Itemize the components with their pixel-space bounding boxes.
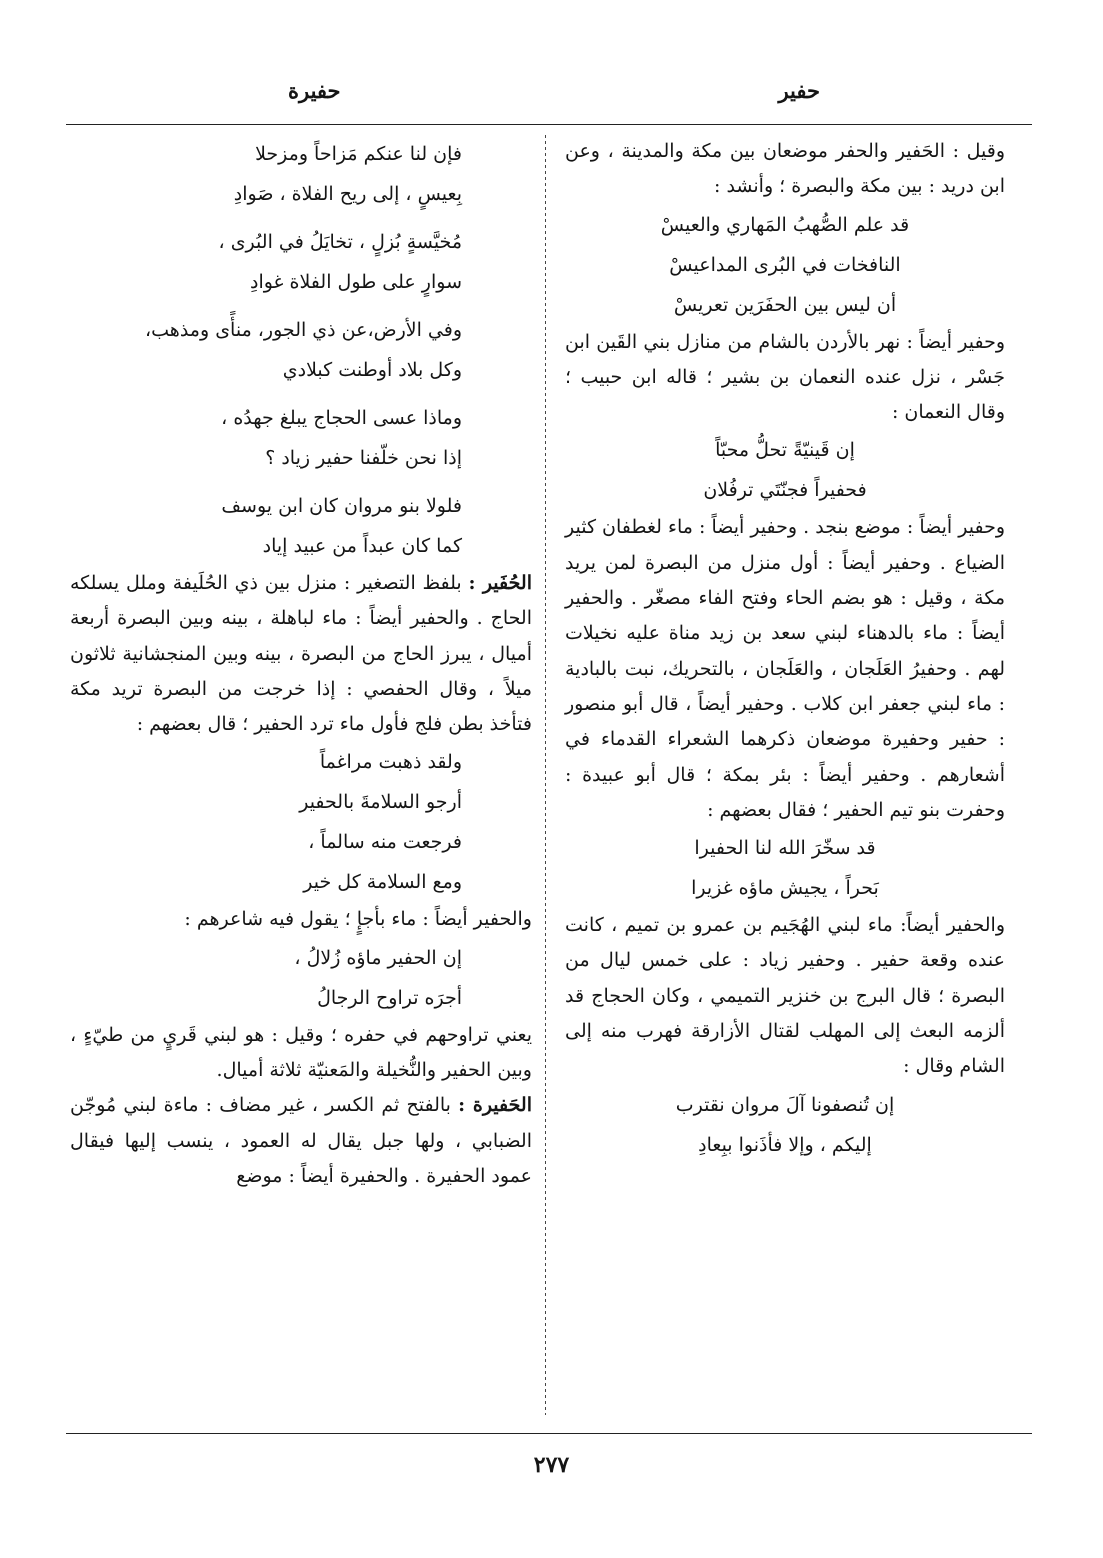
column-divider bbox=[545, 135, 546, 1415]
verse-line: فإن لنا عنكم مَزاحاً ومزحلا bbox=[255, 143, 462, 165]
entry-text: بالفتح ثم الكسر ، غير مضاف : ماءة لبني مُوجّن الضبابي ، ولها جبل يقال له العمود ، ينسب إليها فيقال عمود الحفيرة . والحفيرة أيضاً : موضع bbox=[70, 1094, 532, 1187]
verse-line: أرجو السلامةَ بالحفير bbox=[299, 791, 462, 814]
header-left-title: حفيرة bbox=[288, 78, 341, 103]
poem bbox=[70, 938, 532, 1018]
entry-paragraph: وحفير أيضاً : موضع بنجد . وحفير أيضاً : ماء لغطفان كثير الضياع . وحفير أيضاً : أول منزل من البصرة لمن يريد مكة ، وقيل : هو بضم الحاء وفتح الفاء مصغّر . والحفير أيضاً : ماء بالدهناء لبني سعد بن زيد مناة عليه نخيلات لهم . وحفيرُ العَلَجان ، والعَلَجان ، بالتحريك، نبت بالبادية : ماء لبني جعفر ابن كلاب . وحفير أيضاً ، قال أبو منصور : حفير وحفيرة موضعان ذكرهما الشعراء القدماء في أشعارهم . وحفير أيضاً : بئر بمكة ؛ قال أبو عبيدة : وحفرت بنو تيم الحفير ؛ فقال بعضهم : bbox=[565, 516, 1005, 821]
verse-line: فرجعت منه سالماً ، bbox=[308, 831, 462, 854]
verse-line: أن ليس بين الحفَرَين تعريسْ bbox=[673, 293, 897, 316]
verse-line: إذا نحن خلّفنا حفير زياد ؟ bbox=[265, 447, 462, 469]
right-column bbox=[565, 134, 1005, 1165]
verse-line: فلولا بنو مروان كان ابن يوسف bbox=[221, 495, 462, 517]
left-column bbox=[70, 134, 532, 1194]
verse-line: إن قَينيّةً تحلُّ محبّاً bbox=[715, 439, 855, 462]
verse-line: قد علم الصُّهبُ المَهاري والعيسْ bbox=[660, 213, 910, 236]
verse-line: بَحراً ، يجيش ماؤه غزيرا bbox=[691, 877, 879, 900]
verse-line: النافخات في البُرى المداعيسْ bbox=[669, 253, 901, 276]
entry-paragraph: وحفير أيضاً : نهر بالأردن بالشام من منازل بني القَين ابن جَسْر ، نزل عنده النعمان بن بشير ؛ قاله ابن حبيب ؛ وقال النعمان : bbox=[565, 330, 1005, 424]
poem bbox=[70, 742, 532, 902]
poem bbox=[70, 134, 532, 566]
header-right-title: حفير bbox=[778, 78, 820, 103]
verse-line: مُخيَّسةٍ بُزلٍ ، تخايَلُ في البُرى ، bbox=[218, 231, 462, 253]
entry-paragraph: يعني تراوحهم في حفره ؛ وقيل : هو لبني قَريٍ من طيّءٍ ، وبين الحفير والنُّخيلة والمَعنيّة ثلاثة أميال. bbox=[70, 1023, 532, 1082]
verse-line: كما كان عبداً من عبيد إياد bbox=[262, 535, 462, 557]
running-header bbox=[68, 78, 1030, 108]
verse-line: إن تُنصفونا آلَ مروان نقترب bbox=[675, 1093, 895, 1116]
entry-paragraph: والحفير أيضاً : ماء بأجإٍ ؛ يقول فيه شاعرهم : bbox=[184, 908, 532, 931]
poem bbox=[565, 205, 1005, 325]
verse-line: ومع السلامة كل خير bbox=[303, 871, 462, 894]
verse-line: إليكم ، وإلا فأذَنوا ببِعادِ bbox=[698, 1133, 872, 1156]
entry-headword: الحُفَير : bbox=[468, 572, 532, 594]
poem bbox=[565, 1085, 1005, 1165]
verse-line: بِعيسٍ ، إلى ريح الفلاة ، صَوادِ bbox=[233, 183, 462, 205]
verse-line: وكل بلاد أوطنت كبلادي bbox=[282, 359, 462, 381]
entry-headword: الحَفيرة : bbox=[458, 1094, 532, 1117]
verse-line: ولقد ذهبت مراغماً bbox=[319, 751, 462, 774]
entry-text: بلفظ التصغير : منزل بين ذي الحُلَيفة وملل يسلكه الحاج . والحفير أيضاً : ماء لباهلة ، بينه وبين البصرة أربعة أميال ، يبرز الحاج من البصرة ، بينه وبين المنجشانية ثلاثون ميلاً ، وقال الحفصي : إذا خرجت من البصرة تريد مكة فتأخذ بطن فلج فأول ماء ترد الحفير ؛ قال بعضهم : bbox=[70, 572, 532, 736]
page-number: ٢٧٧ bbox=[533, 1452, 570, 1478]
footer-rule bbox=[66, 1433, 1032, 1434]
verse-line: إن الحفير ماؤه زُلالُ ، bbox=[294, 946, 462, 969]
entry-paragraph: وقيل : الحَفير والحفر موضعان بين مكة والمدينة ، وعن ابن دريد : بين مكة والبصرة ؛ وأنشد : bbox=[565, 140, 1005, 198]
verse-line: وفي الأرض،عن ذي الجور، منأًى ومذهب، bbox=[145, 319, 462, 341]
entry-paragraph: والحفير أيضاً: ماء لبني الهُجَيم بن عمرو بن تميم ، كانت عنده وقعة حفير . وحفير زياد : على خمس ليال من البصرة ؛ قال البرج بن خنزير التميمي ، وكان الحجاج قد ألزمه البعث إلى المهلب لقتال الأزارقة فهرب منه إلى الشام وقال : bbox=[565, 914, 1005, 1078]
poem bbox=[565, 430, 1005, 510]
entry-paragraph bbox=[70, 1088, 532, 1194]
entry-paragraph bbox=[70, 566, 532, 742]
verse-line: سوارٍ على طول الفلاة غوادِ bbox=[249, 271, 462, 293]
verse-line: أجرَه تراوح الرجالُ bbox=[317, 986, 462, 1009]
verse-line: وماذا عسى الحجاج يبلغ جهدُه ، bbox=[221, 407, 462, 429]
verse-line: فحفيراً فجنّتَي ترفُلان bbox=[703, 479, 867, 502]
verse-line: قد سخّرَ الله لنا الحفيرا bbox=[694, 837, 876, 860]
poem bbox=[565, 828, 1005, 908]
header-rule bbox=[66, 124, 1032, 125]
